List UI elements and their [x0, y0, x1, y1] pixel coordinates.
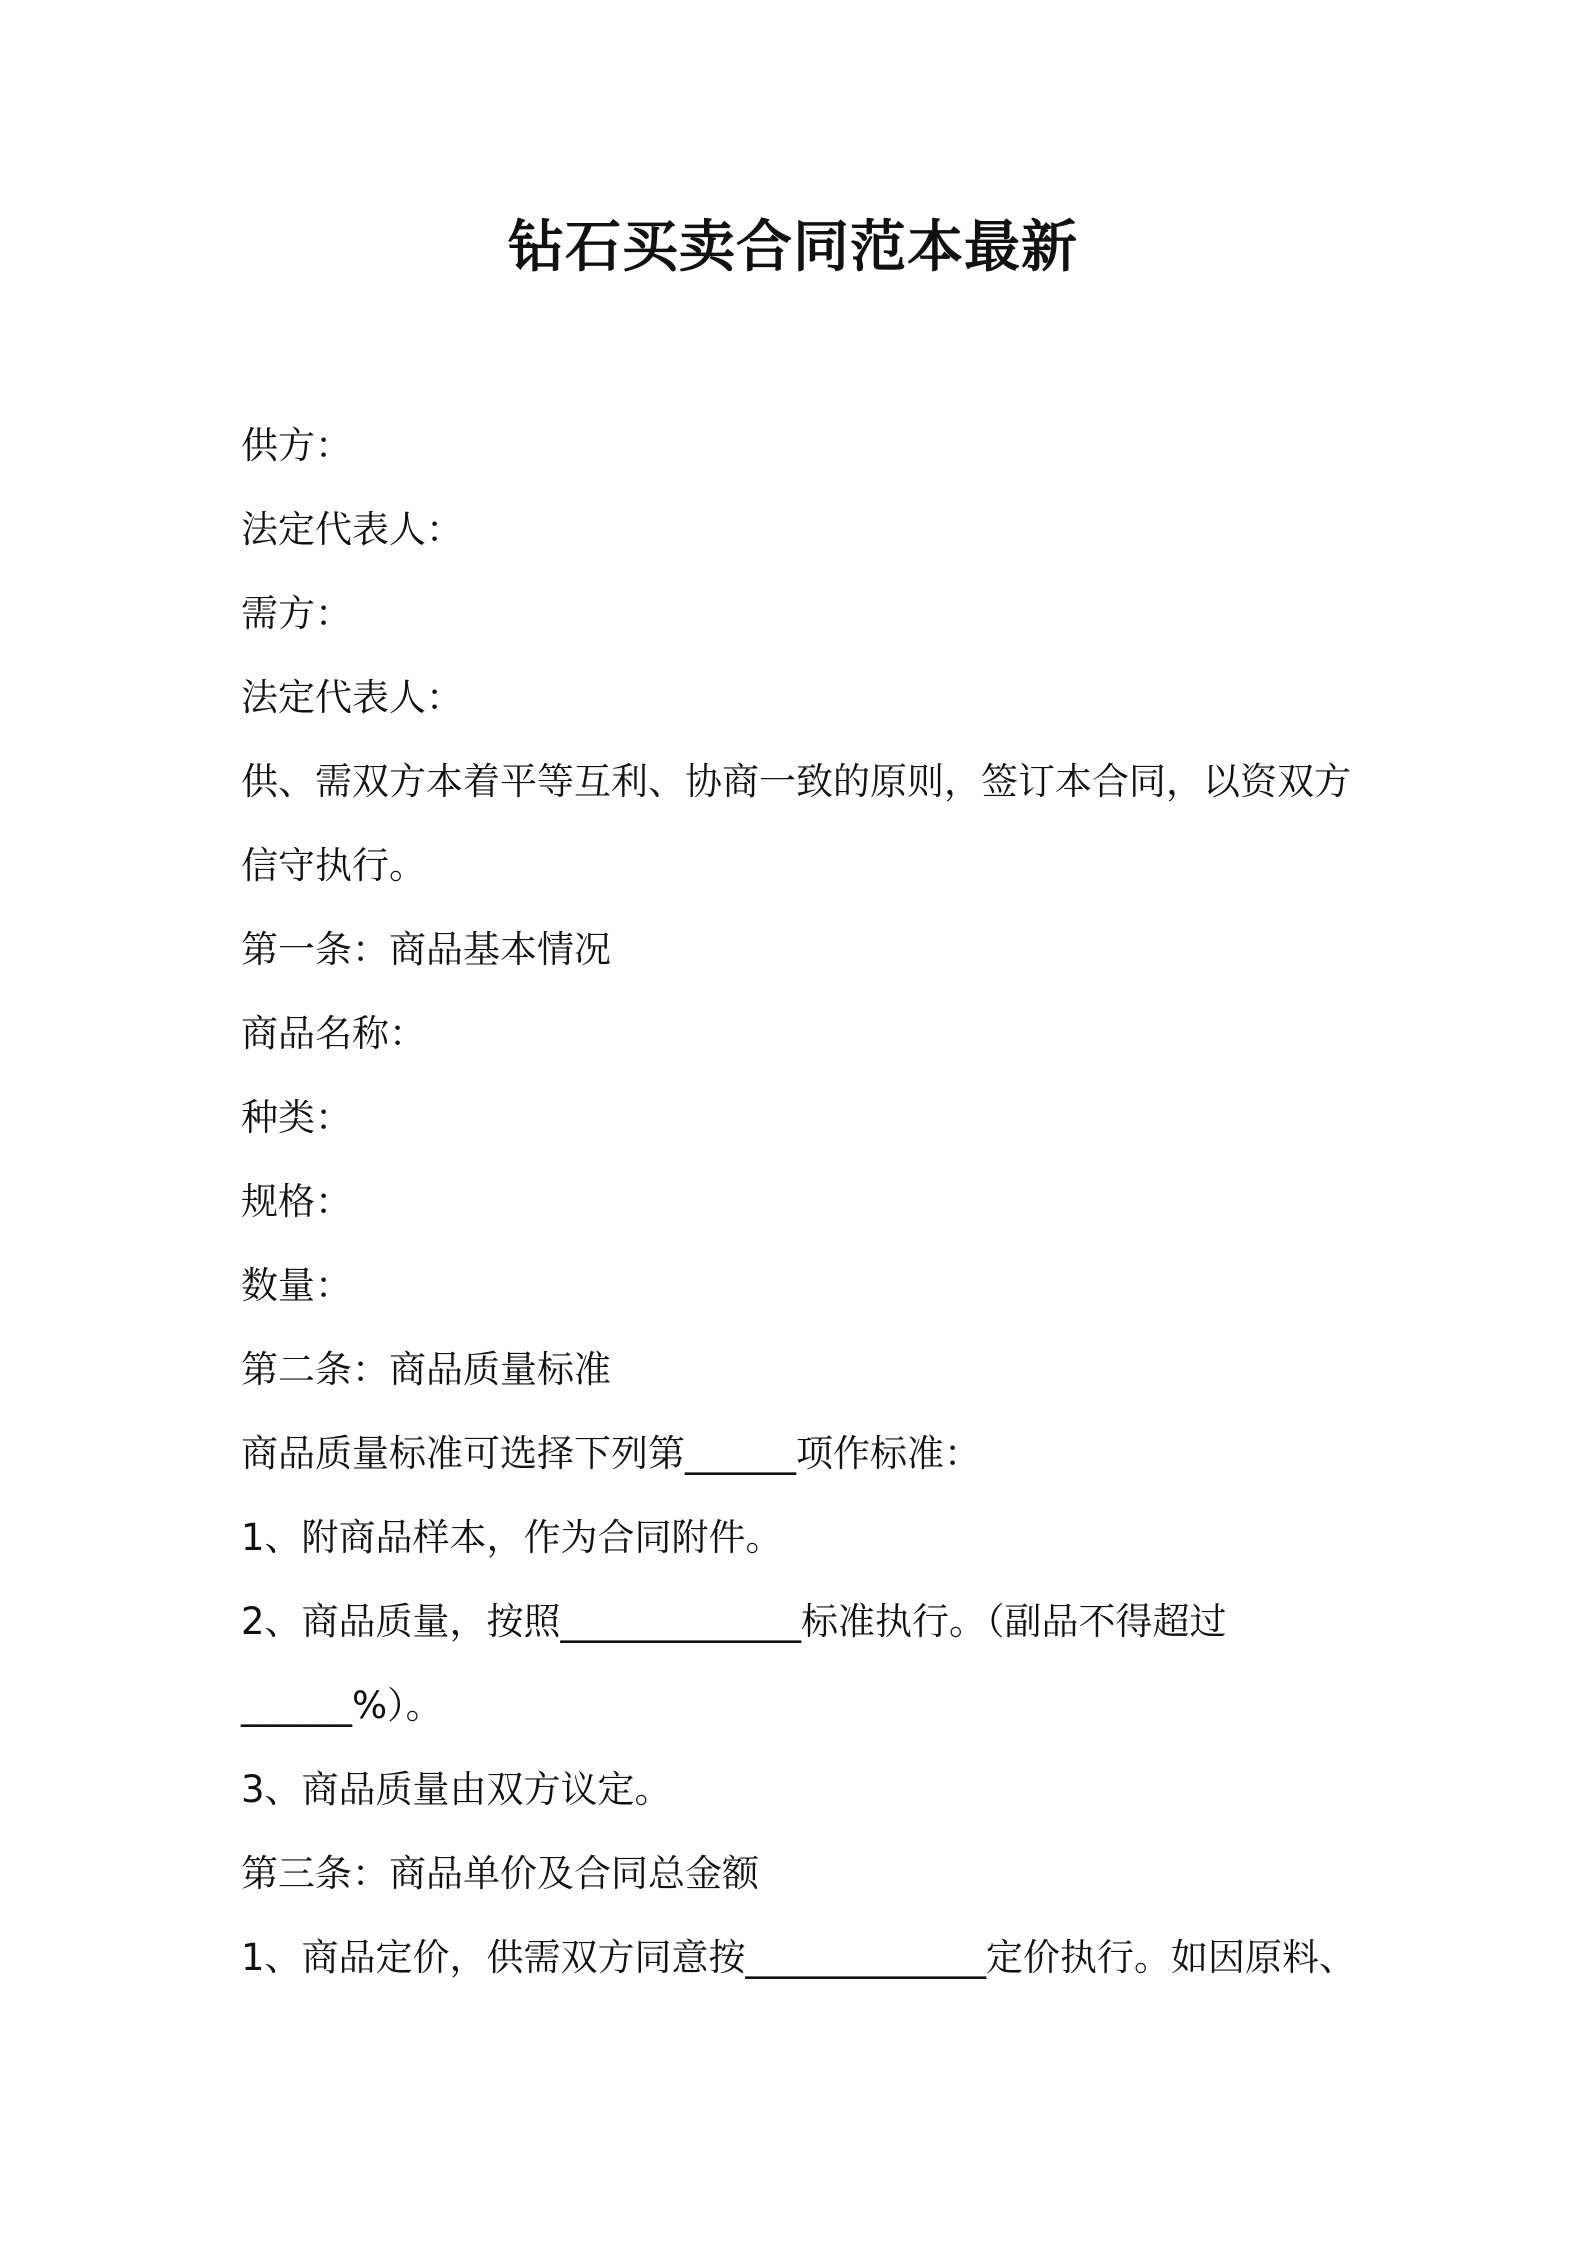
preamble-paragraph: 供、需双方本着平等互利、协商一致的原则，签订本合同，以资双方 [241, 760, 1351, 803]
article-2-heading: 第二条：商品质量标准 [241, 1348, 611, 1391]
product-spec-label: 规格： [241, 1180, 352, 1223]
pricing-item-1: 1、商品定价，供需双方同意按_____________定价执行。如因原料、 [241, 1936, 1357, 1979]
supplier-label: 供方： [241, 424, 352, 467]
supplier-legal-rep-label: 法定代表人： [241, 508, 463, 551]
document-body [241, 404, 1361, 2000]
buyer-label: 需方： [241, 592, 352, 635]
document-title: 钻石买卖合同范本最新 [508, 215, 1078, 280]
quality-standard-choice: 商品质量标准可选择下列第______项作标准： [241, 1432, 981, 1475]
quality-item-2: 2、商品质量，按照_____________标准执行。（副品不得超过 [241, 1600, 1227, 1643]
quality-item-1: 1、附商品样本，作为合同附件。 [241, 1516, 783, 1559]
buyer-legal-rep-label: 法定代表人： [241, 676, 463, 719]
article-1-heading: 第一条：商品基本情况 [241, 928, 611, 971]
preamble-paragraph-cont: 信守执行。 [241, 844, 426, 887]
quality-item-2-cont: ______%）。 [241, 1684, 443, 1727]
product-type-label: 种类： [241, 1096, 352, 1139]
product-quantity-label: 数量： [241, 1264, 352, 1307]
product-name-label: 商品名称： [241, 1012, 426, 1055]
article-3-heading: 第三条：商品单价及合同总金额 [241, 1852, 759, 1895]
quality-item-3: 3、商品质量由双方议定。 [241, 1768, 672, 1811]
